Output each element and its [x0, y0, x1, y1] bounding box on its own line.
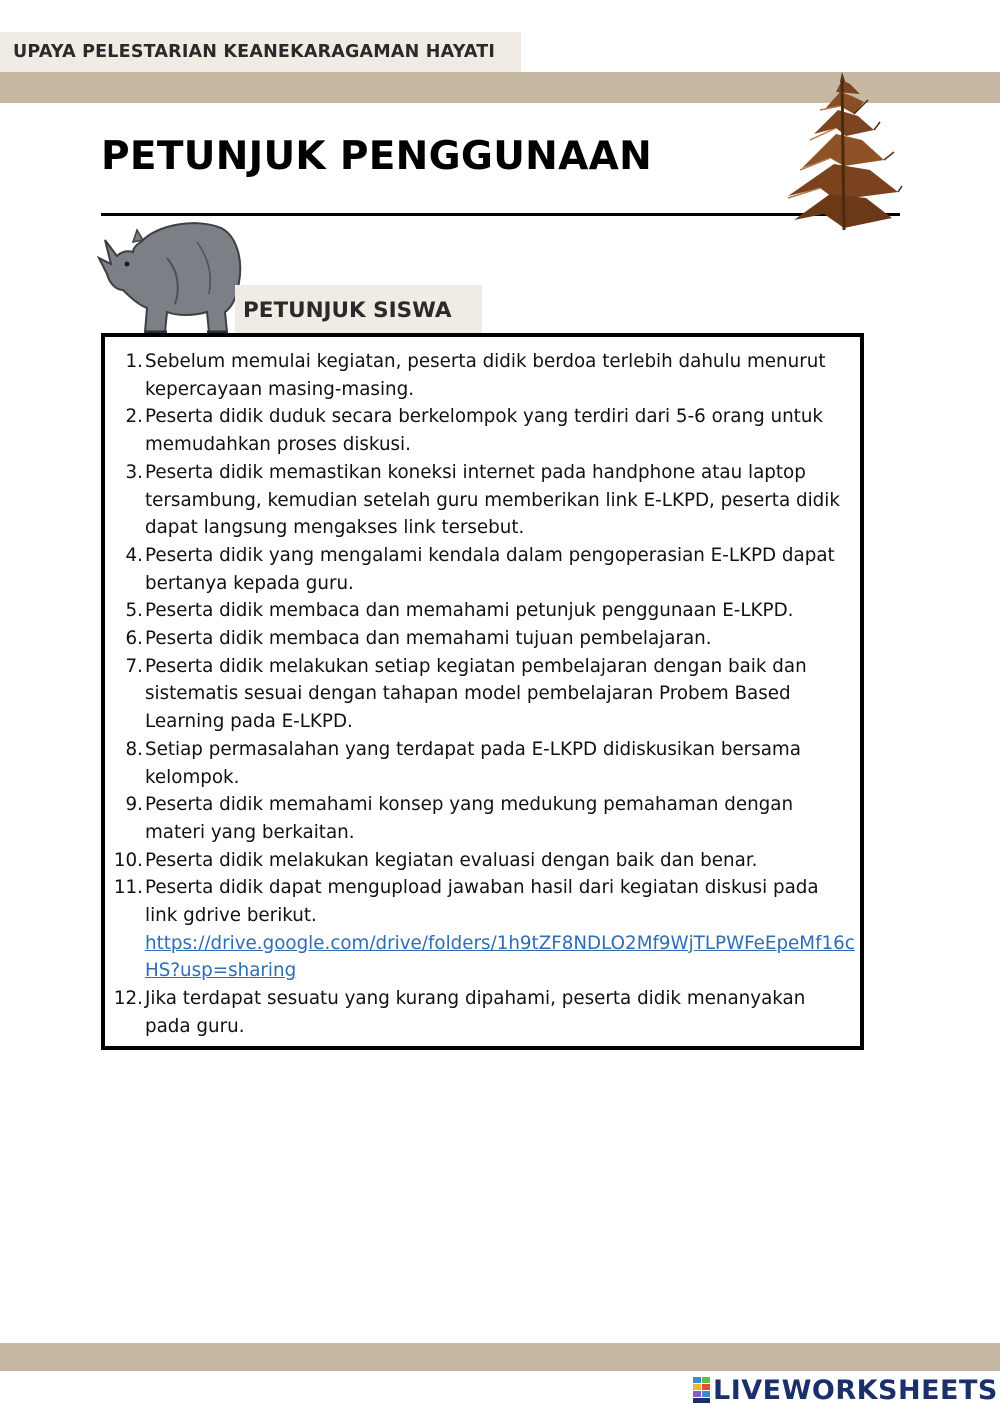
rhino-illustration — [97, 212, 245, 336]
step-item — [105, 736, 860, 791]
step-number: 2. — [125, 406, 143, 428]
step-number: 6. — [125, 628, 143, 650]
step-text: Jika terdapat sesuatu yang kurang dipahami, peserta didik menanyakan pada guru. — [145, 988, 806, 1037]
step-text: Peserta didik melakukan setiap kegiatan pembelajaran dengan baik dan sistematis sesuai dengan tahapan model pembelajaran Probem Based Learning pada E-LKPD. — [145, 655, 807, 733]
step-item — [105, 874, 860, 985]
step-text: Setiap permasalahan yang terdapat pada E-LKPD didiskusikan bersama kelompok. — [145, 738, 801, 788]
step-item — [105, 403, 860, 458]
step-text: Peserta didik dapat mengupload jawaban hasil dari kegiatan diskusi pada link gdrive berikut. — [145, 877, 819, 927]
step-number: 7. — [125, 655, 143, 677]
step-number: 3. — [125, 461, 143, 483]
step-text: Peserta didik memahami konsep yang medukung pemahaman dengan materi yang berkaitan. — [145, 794, 794, 843]
step-text: Peserta didik yang mengalami kendala dalam pengoperasian E-LKPD dapat bertanya kepada guru. — [145, 544, 835, 594]
section-title: PETUNJUK SISWA — [235, 285, 482, 333]
step-number: 5. — [125, 600, 143, 622]
gdrive-link[interactable]: https://drive.google.com/drive/folders/1h9tZF8NDLO2Mf9WjTLPWFeEpeMf16cHS?usp=sharing — [145, 932, 855, 982]
step-item — [105, 625, 860, 653]
liveworksheets-brand[interactable] — [693, 1376, 998, 1404]
step-number: 9. — [125, 794, 143, 816]
step-text: Peserta didik membaca dan memahami tujuan pembelajaran. — [145, 628, 712, 650]
header-tab-title: UPAYA PELESTARIAN KEANEKARAGAMAN HAYATI — [0, 32, 521, 72]
step-text: Peserta didik duduk secara berkelompok yang terdiri dari 5-6 orang untuk memudahkan proses diskusi. — [145, 406, 824, 456]
step-item — [105, 791, 860, 846]
step-number: 1. — [125, 351, 143, 372]
step-text: Peserta didik melakukan kegiatan evaluasi dengan baik dan benar. — [145, 849, 758, 871]
step-number: 8. — [125, 738, 143, 760]
liveworksheets-logo-icon — [693, 1377, 711, 1403]
steps-list — [105, 348, 860, 1041]
step-item — [105, 597, 860, 625]
instructions-box — [101, 333, 864, 1050]
step-number: 4. — [125, 544, 143, 566]
step-text: Sebelum memulai kegiatan, peserta didik berdoa terlebih dahulu menurut kepercayaan masing-masing. — [145, 351, 826, 400]
step-number: 11. — [113, 877, 143, 899]
step-item — [105, 847, 860, 875]
step-item — [105, 348, 860, 403]
page-title: PETUNJUK PENGGUNAAN — [101, 134, 653, 179]
footer-band — [0, 1343, 1000, 1371]
step-item — [105, 653, 860, 736]
brand-name: LIVEWORKSHEETS — [713, 1374, 998, 1406]
step-number: 10. — [113, 849, 143, 871]
step-item — [105, 542, 860, 597]
pine-tree-illustration — [780, 70, 905, 235]
step-text: Peserta didik memastikan koneksi internet pada handphone atau laptop tersambung, kemudian setelah guru memberikan link E-LKPD, peserta didik dapat langsung mengakses link tersebut. — [145, 461, 840, 539]
step-item — [105, 459, 860, 542]
step-item — [105, 985, 860, 1040]
step-number: 12. — [113, 988, 143, 1010]
step-text: Peserta didik membaca dan memahami petunjuk penggunaan E-LKPD. — [145, 600, 794, 622]
